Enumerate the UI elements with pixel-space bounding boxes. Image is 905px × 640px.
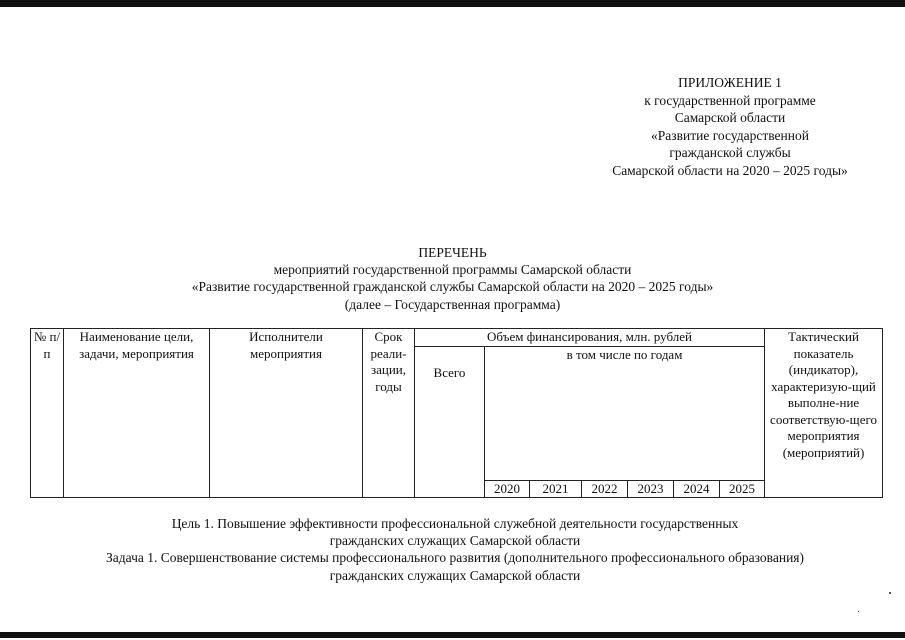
appendix-line: «Развитие государственной [651, 127, 809, 143]
measures-table [30, 328, 883, 498]
scan-speck [889, 592, 891, 594]
column-header-indicator: Тактический показатель (индикатор), характеризую-щий выполне-ние соответствую-щего мероприятия (мероприятий) [765, 329, 883, 498]
column-header-number: № п/п [31, 329, 64, 498]
document-heading [100, 244, 805, 313]
appendix-line: к государственной программе [644, 92, 816, 108]
heading-line: (далее – Государственная программа) [344, 296, 561, 312]
goal-line: гражданских служащих Самарской области [329, 533, 581, 549]
column-header-total: Всего [415, 347, 485, 498]
column-header-year: 2020 [485, 480, 530, 498]
column-header-year: 2022 [582, 480, 628, 498]
column-header-year: 2021 [530, 480, 582, 498]
task-line: Задача 1. Совершенствование системы профессионального развития (дополнительного профессионального образования) [106, 550, 804, 566]
scan-speck [858, 611, 859, 612]
column-header-name: Наименование цели, задачи, мероприятия [64, 329, 210, 498]
table-header-row [31, 329, 883, 347]
column-header-year: 2023 [628, 480, 674, 498]
appendix-line: гражданской службы [669, 145, 791, 160]
goal-section [40, 515, 870, 584]
appendix-header [585, 74, 875, 179]
appendix-line: Самарской области на 2020 – 2025 годы» [612, 162, 848, 178]
heading-line: мероприятий государственной программы Самарской области [273, 262, 632, 278]
appendix-title: ПРИЛОЖЕНИЕ 1 [678, 75, 782, 90]
appendix-line: Самарской области [674, 110, 786, 125]
heading-title: ПЕРЕЧЕНЬ [418, 245, 487, 260]
heading-line: «Развитие государственной гражданской службы Самарской области на 2020 – 2025 годы» [191, 279, 714, 295]
goal-line: Цель 1. Повышение эффективности профессиональной служебной деятельности государственных [171, 516, 739, 531]
column-header-year: 2024 [674, 480, 720, 498]
column-header-year: 2025 [720, 480, 765, 498]
task-line: гражданских служащих Самарской области [329, 567, 581, 583]
column-header-including: в том числе по годам [485, 347, 765, 481]
column-header-term: Срок реали-зации, годы [363, 329, 415, 498]
scan-top-border [0, 0, 905, 7]
column-header-executors: Исполнители мероприятия [210, 329, 363, 498]
scan-bottom-border [0, 632, 905, 638]
column-header-funding: Объем финансирования, млн. рублей [415, 329, 765, 347]
